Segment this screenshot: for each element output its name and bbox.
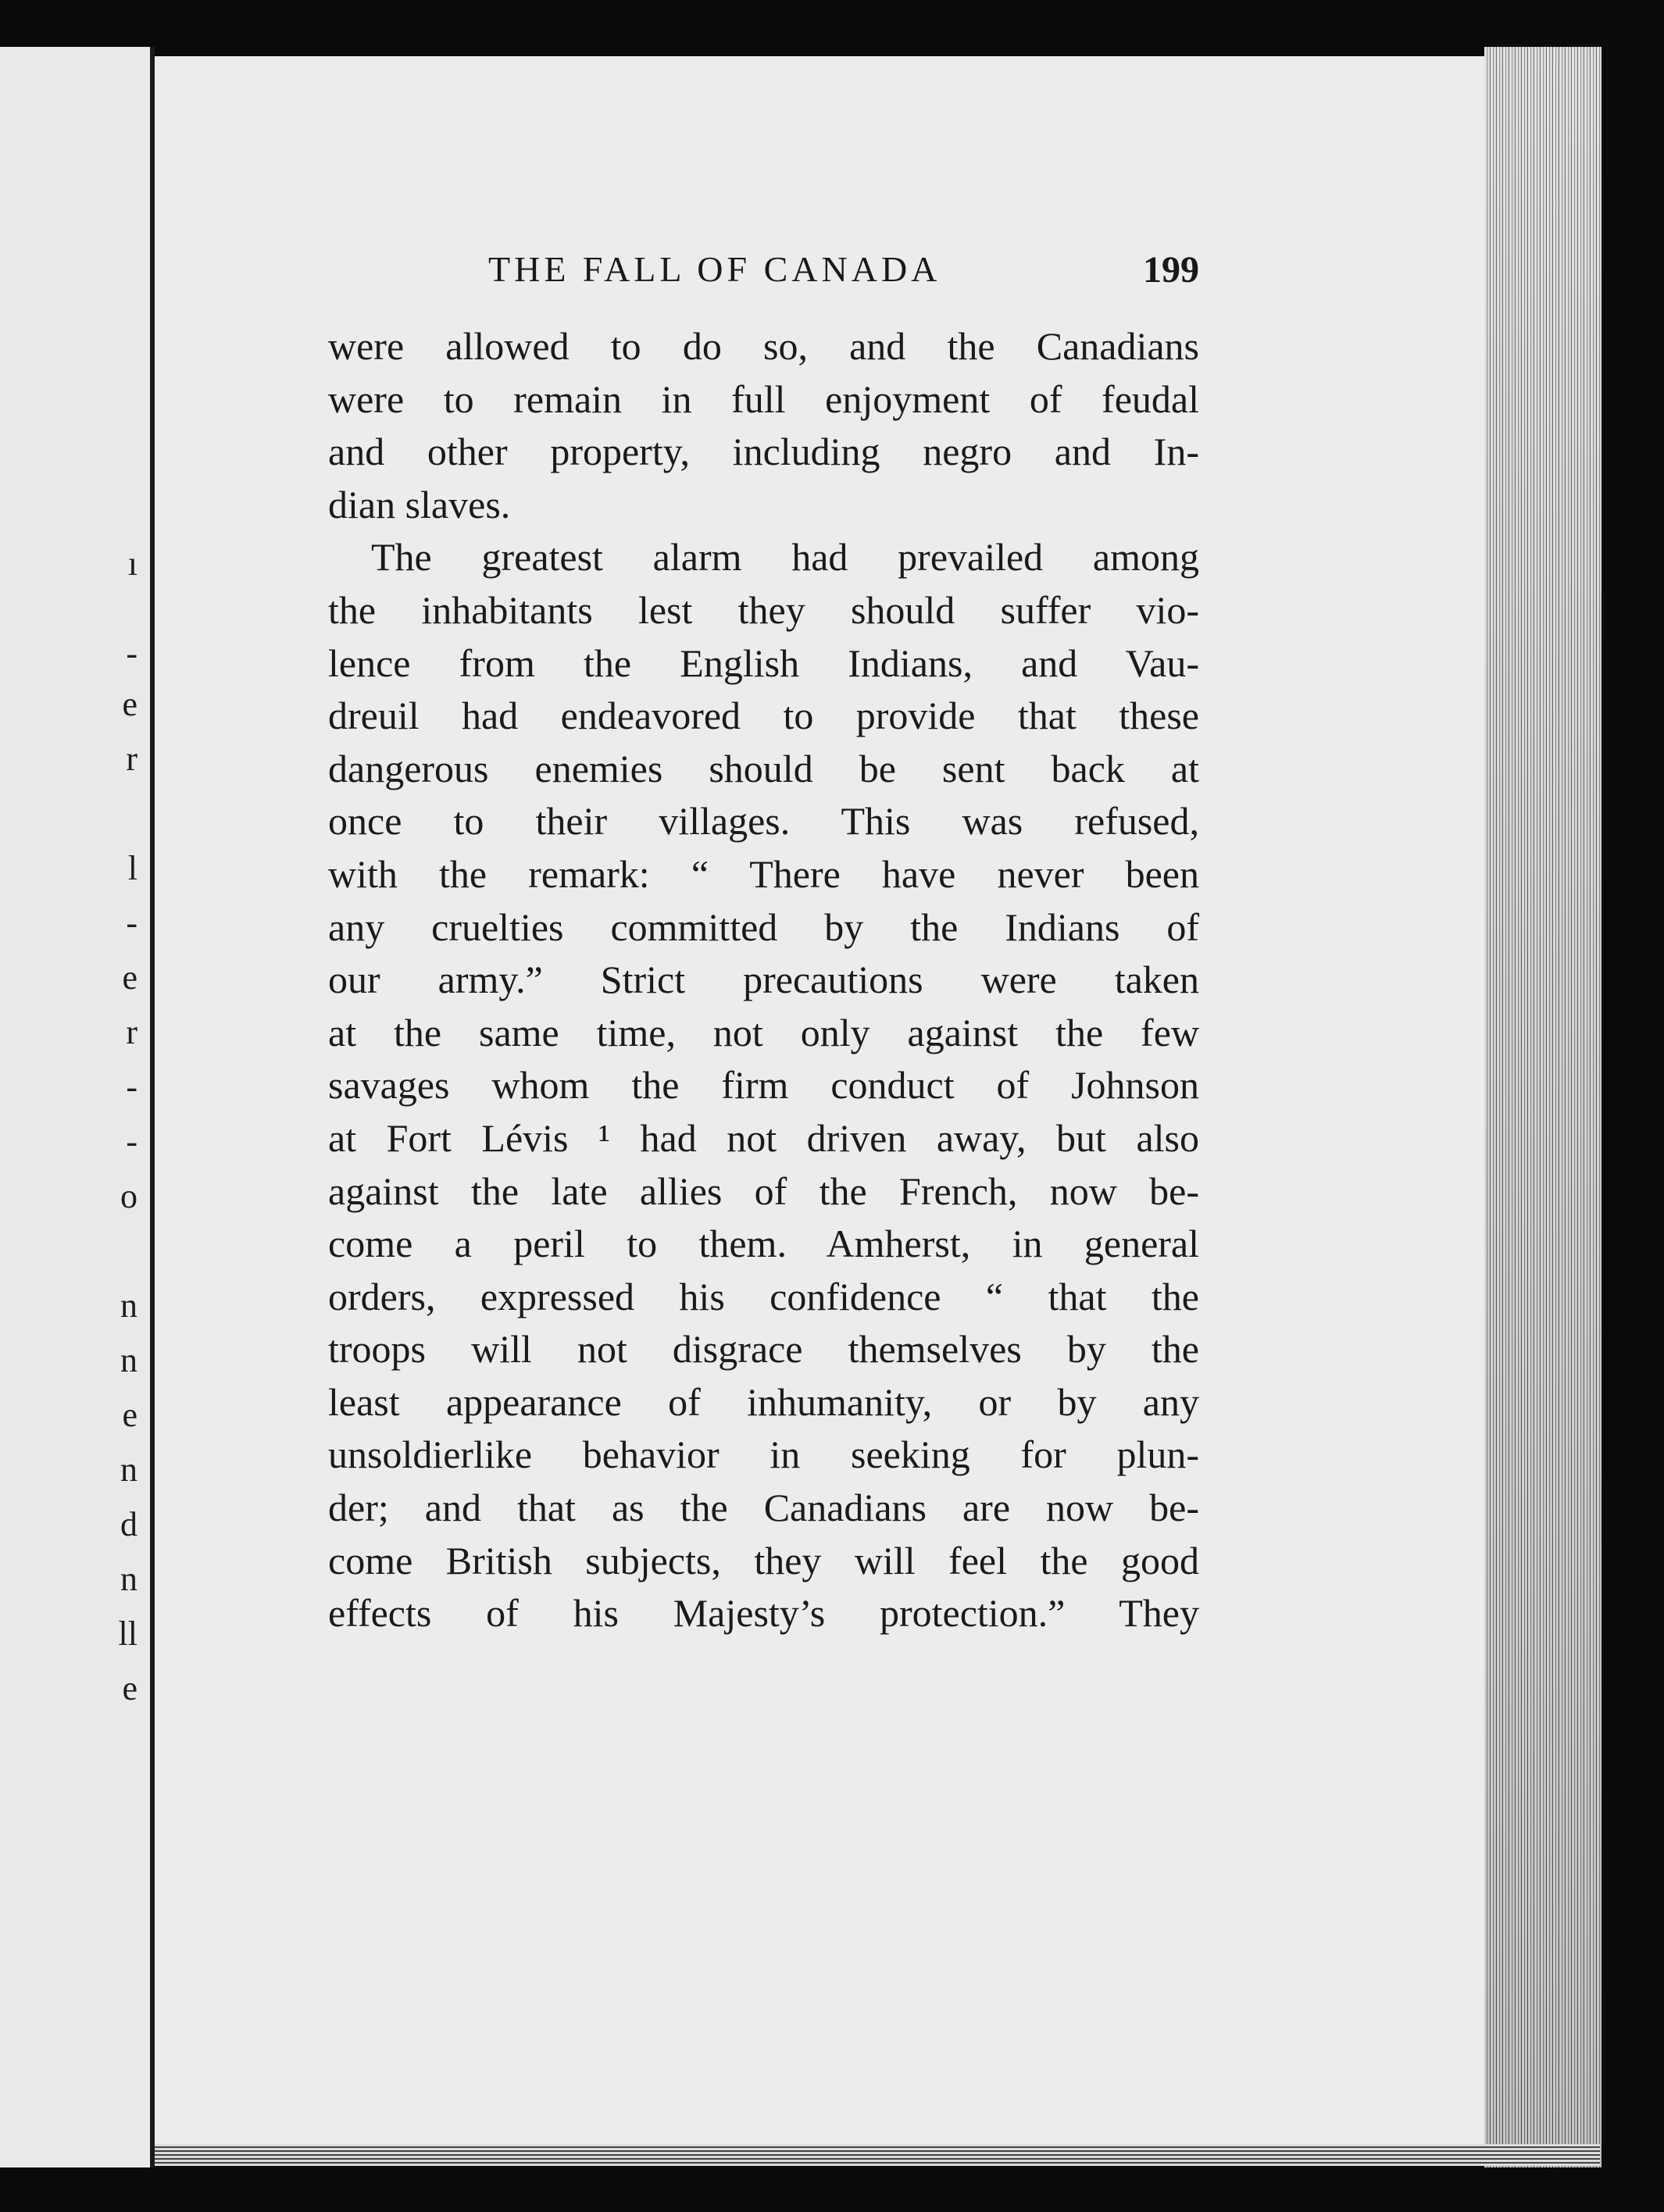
left-page-fragment: r xyxy=(126,1013,137,1051)
left-page-fragment: ll xyxy=(118,1614,137,1653)
text-line: were allowed to do so, and the Canadians xyxy=(328,324,1199,368)
page-bottom-edge xyxy=(155,2144,1600,2166)
text-line: lence from the English Indians, and Vau- xyxy=(328,640,1199,685)
text-line: come a peril to them. Amherst, in general xyxy=(328,1222,1199,1266)
left-page-fragment: l xyxy=(127,849,137,887)
text-line: least appearance of inhumanity, or by any xyxy=(328,1379,1199,1424)
text-line: effects of his Majesty’s protection.” They xyxy=(328,1591,1199,1636)
left-page-fragment: - xyxy=(126,1068,137,1106)
text-line: any cruelties committed by the Indians of xyxy=(328,904,1199,949)
left-page-fragment: n xyxy=(120,1450,137,1489)
left-page-fragment: e xyxy=(122,958,137,997)
page-edge-stack xyxy=(1484,47,1602,2167)
left-page-fragment: n xyxy=(120,1286,137,1325)
left-page-fragment: o xyxy=(120,1177,137,1215)
left-page-fragment: n xyxy=(120,1560,137,1598)
page-number: 199 xyxy=(1143,249,1199,291)
left-page-fragment: e xyxy=(122,1396,137,1434)
text-line: at Fort Lévis ¹ had not driven away, but also xyxy=(328,1115,1199,1160)
text-line: against the late allies of the French, now be- xyxy=(328,1168,1199,1213)
left-page-fragment: - xyxy=(126,904,137,942)
text-line: dreuil had endeavored to provide that these xyxy=(328,694,1199,738)
text-line: dangerous enemies should be sent back at xyxy=(328,746,1199,790)
running-title: THE FALL OF CANADA xyxy=(488,249,941,289)
text-line: troops will not disgrace themselves by the xyxy=(328,1327,1199,1372)
text-line: were to remain in full enjoyment of feudal xyxy=(328,376,1199,421)
left-page-fragment: e xyxy=(122,685,137,723)
text-line: orders, expressed his confidence “ that the xyxy=(328,1274,1199,1318)
text-line: savages whom the firm conduct of Johnson xyxy=(328,1063,1199,1108)
left-page-fragment: ı xyxy=(127,544,137,583)
left-page-fragment: d xyxy=(120,1505,137,1543)
left-page-fragment: n xyxy=(120,1341,137,1379)
running-head xyxy=(488,248,1199,295)
left-page-fragment: r xyxy=(126,740,137,778)
text-line: unsoldierlike behavior in seeking for plun- xyxy=(328,1432,1199,1477)
left-page-fragment: e xyxy=(122,1669,137,1707)
text-line: at the same time, not only against the few xyxy=(328,1010,1199,1054)
text-line: come British subjects, they will feel the good xyxy=(328,1538,1199,1582)
text-line: The greatest alarm had prevailed among xyxy=(371,535,1199,580)
text-line: and other property, including negro and In- xyxy=(328,430,1199,474)
text-line: once to their villages. This was refused, xyxy=(328,799,1199,844)
text-line: with the remark: “ There have never been xyxy=(328,851,1199,896)
text-line: our army.” Strict precautions were taken xyxy=(328,958,1199,1002)
text-line: the inhabitants lest they should suffer vio- xyxy=(328,587,1199,632)
left-page-fragment: - xyxy=(126,634,137,673)
left-page-fragment: - xyxy=(126,1122,137,1161)
text-line: dian slaves. xyxy=(328,482,511,526)
text-line: der; and that as the Canadians are now be- xyxy=(328,1486,1199,1530)
body-text xyxy=(328,320,1199,1640)
previous-page-edge xyxy=(0,47,155,2167)
